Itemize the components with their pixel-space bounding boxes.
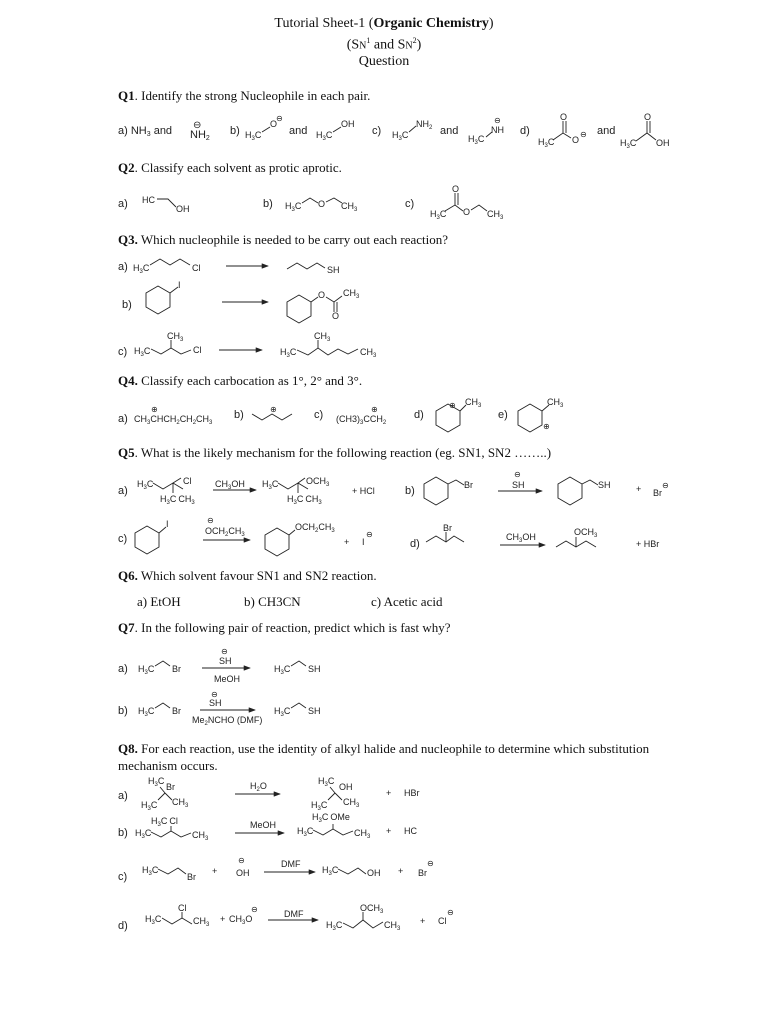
svg-text:Br: Br xyxy=(172,664,181,674)
q1-structures xyxy=(118,112,670,150)
svg-text:c): c) xyxy=(118,871,128,883)
svg-text:SH: SH xyxy=(512,480,525,490)
svg-text:O: O xyxy=(644,112,652,122)
svg-text:OCH3: $OCH_3$ xyxy=(574,527,598,539)
svg-text:O: O xyxy=(560,112,568,122)
svg-text:⊖: ⊖ xyxy=(251,905,258,914)
svg-text:OH: OH xyxy=(339,782,353,792)
svg-text:CH3: $CH_3$ xyxy=(547,397,564,409)
svg-text:b): b) xyxy=(405,485,415,497)
q6-heading: Q6. Which solvent favour SN1 and SN2 reaction. xyxy=(118,568,377,583)
svg-text:I: I xyxy=(362,537,365,547)
svg-text:a): a) xyxy=(118,663,128,675)
svg-text:H3C: $H_3C$ xyxy=(322,865,339,877)
svg-text:CH3: $CH_3$ xyxy=(314,331,331,343)
svg-text:⊖: ⊖ xyxy=(276,114,283,123)
q6-option-c: c) Acetic acid xyxy=(371,594,443,609)
svg-text:CH3: $CH_3$ xyxy=(354,828,371,840)
svg-text:⊕: ⊕ xyxy=(151,405,158,414)
svg-text:(CH3)3CCH2: $(CH3)_3CCH_2$ xyxy=(336,414,387,426)
svg-text:⊖: ⊖ xyxy=(193,120,202,131)
svg-text:H3C: $H_3C$ xyxy=(311,800,328,812)
svg-text:H3C: $H_3C$ xyxy=(297,826,314,838)
svg-text:OH: OH xyxy=(236,868,250,878)
q5-heading: Q5. What is the likely mechanism for the following reaction (eg. SN1, SN2 ……..) xyxy=(118,445,552,460)
svg-text:CH3: $CH_3$ xyxy=(172,797,189,809)
svg-text:and: and xyxy=(597,125,616,137)
q1-heading: Q1. Identify the strong Nucleophile in each pair. xyxy=(118,88,371,103)
svg-text:H3C: $H_3C$ xyxy=(318,776,335,788)
svg-text:and: and xyxy=(289,125,308,137)
svg-text:CH3CHCH2CH2CH3: $CH_3CHCH_2CH_2CH_3$ xyxy=(134,414,213,426)
svg-text:DMF: DMF xyxy=(281,859,301,869)
svg-text:b): b) xyxy=(230,125,240,137)
svg-text:Br: Br xyxy=(464,480,473,490)
svg-text:SH: SH xyxy=(219,656,232,666)
svg-text:+ HCl: + HCl xyxy=(352,486,375,496)
svg-text:NH2: $NH_2$ xyxy=(416,119,433,131)
svg-text:CH3: $CH_3$ xyxy=(341,201,358,213)
svg-text:⊖: ⊖ xyxy=(514,470,521,479)
svg-text:⊖: ⊖ xyxy=(494,116,501,125)
svg-text:⊖: ⊖ xyxy=(427,859,434,868)
svg-text:O: O xyxy=(332,311,340,321)
svg-text:SH: SH xyxy=(308,706,321,716)
svg-text:OCH2CH3: $OCH_2CH_3$ xyxy=(205,526,245,538)
svg-text:a): a) xyxy=(118,198,128,210)
svg-text:c): c) xyxy=(372,125,382,137)
svg-text:d): d) xyxy=(414,409,424,421)
svg-text:OH: OH xyxy=(656,138,670,148)
svg-text:⊖: ⊖ xyxy=(580,130,587,139)
svg-text:SH: SH xyxy=(209,698,222,708)
svg-text:NH: NH xyxy=(491,125,504,135)
svg-text:OH: OH xyxy=(367,868,381,878)
svg-text:CH3: $CH_3$ xyxy=(192,830,209,842)
svg-text:Br: Br xyxy=(443,523,452,533)
svg-text:Cl: Cl xyxy=(178,903,187,913)
svg-text:CH3: $CH_3$ xyxy=(343,797,360,809)
svg-text:H3C: $H_3C$ xyxy=(620,138,637,150)
svg-text:d): d) xyxy=(410,538,420,550)
q2-structures xyxy=(118,184,504,221)
svg-text:CH3: $CH_3$ xyxy=(465,397,482,409)
svg-text:H3COMe: $H_3C$ OMe xyxy=(312,812,350,824)
svg-text:O: O xyxy=(452,184,460,194)
svg-text:CH3: $CH_3$ xyxy=(167,331,184,343)
svg-text:c): c) xyxy=(405,198,415,210)
svg-text:Br: Br xyxy=(653,488,662,498)
svg-text:⊖: ⊖ xyxy=(238,856,245,865)
svg-text:+: + xyxy=(420,916,426,926)
svg-text:⊕: ⊕ xyxy=(371,405,378,414)
svg-text:SH: SH xyxy=(308,664,321,674)
svg-text:CH3: $CH_3$ xyxy=(384,920,401,932)
svg-text:Br: Br xyxy=(166,782,175,792)
svg-text:OH: OH xyxy=(341,119,355,129)
svg-text:MeOH: MeOH xyxy=(214,674,241,684)
svg-text:d): d) xyxy=(118,920,128,932)
svg-text:OCH3: $OCH_3$ xyxy=(306,476,330,488)
svg-text:Cl: Cl xyxy=(193,345,202,355)
svg-text:b): b) xyxy=(263,198,273,210)
svg-text:HBr: HBr xyxy=(404,788,420,798)
svg-text:a) NH3 and: a) NH3 and xyxy=(118,125,173,138)
page-subtitle-question: Question xyxy=(358,54,410,69)
svg-text:CH3: $CH_3$ xyxy=(487,209,504,221)
svg-text:b): b) xyxy=(234,409,244,421)
page-title: Tutorial Sheet-1 (Organic Chemistry) xyxy=(274,16,494,31)
svg-text:O: O xyxy=(463,207,471,217)
svg-text:H3C: $H_3C$ xyxy=(468,134,485,146)
q8-heading: Q8. For each reaction, use the identity of alkyl halide and nucleophile to determine which substitution xyxy=(118,741,650,756)
svg-text:H3CCH3: $H_3C$ $CH_3$ xyxy=(160,494,195,506)
svg-text:Br: Br xyxy=(187,872,196,882)
svg-text:NH2: NH2 xyxy=(190,129,210,142)
q2-heading: Q2. Classify each solvent as protic aprotic. xyxy=(118,160,342,175)
svg-text:a): a) xyxy=(118,790,128,802)
svg-text:H3C: $H_3C$ xyxy=(538,137,555,149)
svg-text:H3C: $H_3C$ xyxy=(138,706,155,718)
svg-text:MeOH: MeOH xyxy=(250,820,277,830)
svg-text:H3C: $H_3C$ xyxy=(392,130,409,142)
svg-text:c): c) xyxy=(118,346,128,358)
q7-structures xyxy=(118,647,321,727)
svg-text:c): c) xyxy=(118,533,128,545)
svg-text:H3C: $H_3C$ xyxy=(274,706,291,718)
svg-text:I: I xyxy=(178,280,181,290)
q5-structures xyxy=(118,470,669,556)
svg-text:H3C: $H_3C$ xyxy=(245,130,262,142)
svg-text:⊖: ⊖ xyxy=(221,647,228,656)
svg-text:H3C: $H_3C$ xyxy=(133,263,150,275)
svg-text:OCH3: $OCH_3$ xyxy=(360,903,384,915)
svg-text:H3C: $H_3C$ xyxy=(141,800,158,812)
svg-text:CH3: $CH_3$ xyxy=(193,916,210,928)
svg-text:H3C: $H_3C$ xyxy=(430,209,447,221)
q6-option-a: a) EtOH xyxy=(137,594,181,609)
svg-text:Cl: Cl xyxy=(438,916,447,926)
svg-text:⊕: ⊕ xyxy=(270,405,277,414)
svg-text:I: I xyxy=(166,519,169,529)
svg-text:+: + xyxy=(220,914,226,924)
q8-structures xyxy=(118,776,454,932)
svg-text:HC: HC xyxy=(142,195,155,205)
svg-text:H3C: $H_3C$ xyxy=(280,347,297,359)
svg-text:H2O: $H_2O$ xyxy=(250,781,267,793)
svg-text:OCH2CH3: $OCH_2CH_3$ xyxy=(295,522,335,534)
q3-structures xyxy=(118,259,377,359)
svg-text:⊕: ⊕ xyxy=(543,422,550,431)
svg-text:CH3: $CH_3$ xyxy=(343,288,360,300)
svg-text:O: O xyxy=(318,199,326,209)
svg-text:H3C: $H_3C$ xyxy=(145,914,162,926)
svg-text:O: O xyxy=(270,119,278,129)
svg-text:H3C: $H_3C$ xyxy=(262,479,279,491)
svg-text:+: + xyxy=(212,866,218,876)
svg-text:H3C: $H_3C$ xyxy=(138,664,155,676)
q4-heading: Q4. Classify each carbocation as 1°, 2° and 3°. xyxy=(118,373,363,388)
svg-text:HC: HC xyxy=(404,826,417,836)
svg-text:⊖: ⊖ xyxy=(207,516,214,525)
svg-text:H3CCH3: $H_3C$ $CH_3$ xyxy=(287,494,322,506)
svg-text:OH: OH xyxy=(176,204,190,214)
svg-text:+: + xyxy=(386,788,392,798)
q7-heading: Q7. In the following pair of reaction, predict which is fast why? xyxy=(118,620,451,635)
svg-text:and: and xyxy=(440,125,459,137)
svg-text:H3C: $H_3C$ xyxy=(148,776,165,788)
svg-text:O: O xyxy=(572,135,580,145)
svg-text:⊖: ⊖ xyxy=(366,530,373,539)
svg-text:SH: SH xyxy=(598,480,611,490)
svg-text:H3CCl: $H_3C$ Cl xyxy=(151,816,178,828)
svg-text:CH3OH: $CH_3OH$ xyxy=(506,532,536,544)
svg-text:H3C: $H_3C$ xyxy=(274,664,291,676)
svg-text:b): b) xyxy=(118,705,128,717)
svg-text:+: + xyxy=(344,537,350,547)
svg-text:H3C: $H_3C$ xyxy=(134,346,151,358)
svg-text:H3C: $H_3C$ xyxy=(135,828,152,840)
svg-text:a): a) xyxy=(118,413,128,425)
svg-text:CH3: $CH_3$ xyxy=(360,347,377,359)
svg-text:CH3O: $CH_3O$ xyxy=(229,914,253,926)
svg-text:Br: Br xyxy=(172,706,181,716)
svg-text:⊖: ⊖ xyxy=(211,690,218,699)
svg-text:a): a) xyxy=(118,485,128,497)
svg-text:⊖: ⊖ xyxy=(447,908,454,917)
svg-text:b): b) xyxy=(122,299,132,311)
svg-text:+ HBr: + HBr xyxy=(636,539,660,549)
svg-text:Br: Br xyxy=(418,868,427,878)
svg-text:b): b) xyxy=(118,827,128,839)
page-subtitle: ($SN^1$ and $SN^2$) xyxy=(346,36,422,53)
svg-text:H3C: $H_3C$ xyxy=(326,920,343,932)
q6-option-b: b) CH3CN xyxy=(244,594,301,609)
svg-text:SH: SH xyxy=(327,265,340,275)
svg-text:CH3OH: $CH_3OH$ xyxy=(215,479,245,491)
svg-text:+: + xyxy=(386,826,392,836)
svg-text:Cl: Cl xyxy=(183,476,192,486)
svg-text:+: + xyxy=(398,866,404,876)
svg-text:H3C: $H_3C$ xyxy=(142,865,159,877)
svg-text:H3C: $H_3C$ xyxy=(316,130,333,142)
q3-heading: Q3. Which nucleophile is needed to be carry out each reaction? xyxy=(118,232,449,247)
svg-text:d): d) xyxy=(520,125,530,137)
svg-text:DMF: DMF xyxy=(284,909,304,919)
svg-text:H3C: $H_3C$ xyxy=(285,201,302,213)
svg-text:⊖: ⊖ xyxy=(662,481,669,490)
q8-heading-line2: mechanism occurs. xyxy=(118,758,218,773)
svg-text:+: + xyxy=(636,484,642,494)
svg-text:c): c) xyxy=(314,409,324,421)
svg-text:H3C: $H_3C$ xyxy=(137,479,154,491)
q4-structures xyxy=(118,397,564,432)
svg-text:O: O xyxy=(318,290,326,300)
svg-text:a): a) xyxy=(118,261,128,273)
svg-text:e): e) xyxy=(498,409,508,421)
svg-text:Cl: Cl xyxy=(192,263,201,273)
svg-text:⊕: ⊕ xyxy=(449,401,456,410)
svg-text:Me2NCHO (DMF): $Me_2NCHO$ (DMF) xyxy=(192,715,263,727)
